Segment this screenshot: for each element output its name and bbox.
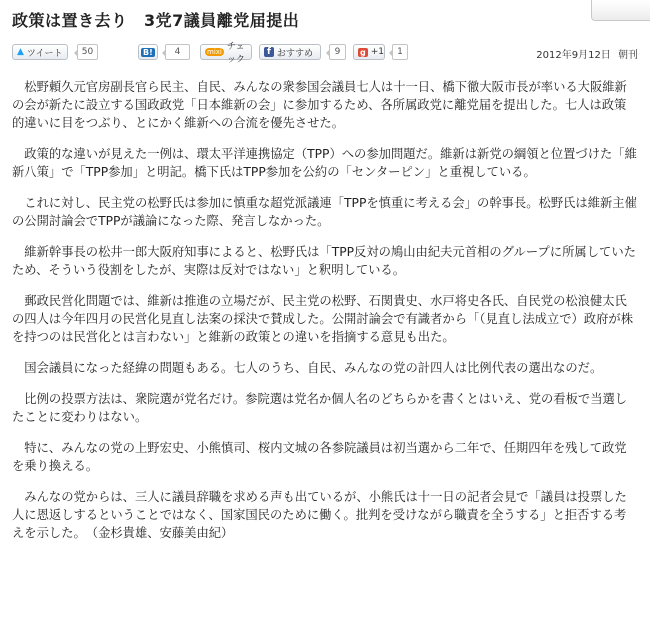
google-plus-icon: g (360, 47, 366, 57)
facebook-count: 9 (329, 44, 346, 60)
hatena-count: 4 (165, 44, 190, 60)
article-paragraph: 国会議員になった経緯の問題もある。七人のうち、自民、みんなの党の計四人は比例代表の選出なのだ。 (24, 361, 603, 375)
hatena-bookmark-button[interactable] (138, 44, 158, 60)
facebook-label: おすすめ (276, 48, 314, 59)
tweet-label: ツイート (26, 48, 63, 59)
article-date: 2012年9月12日 (536, 50, 611, 61)
article-paragraph: 維新幹事長の松井一郎大阪府知事によると、松野氏は「TPP反対の鳩山由紀夫元首相のグループに所属していたため、そういう役割をしたが、実際は反対ではない」と釈明している。 (12, 245, 636, 277)
twitter-bird-icon: ▲ (17, 47, 24, 57)
facebook-recommend-button[interactable] (259, 44, 321, 60)
google-plus-count: 1 (392, 44, 408, 60)
article-body (12, 78, 638, 555)
article-paragraph: 郵政民営化問題では、維新は推進の立場だが、民主党の松野、石関貴史、水戸将史各氏、自民党の松浪健太氏の四人は今年四月の民営化見直し法案の採決で賛成した。公開討論会で有識者から「（見直し法成立で）政府が株を持つのは民営化とは言わない」と維新の政策との違いを指摘する意見も出た。 (12, 294, 633, 344)
article-paragraph: 特に、みんなの党の上野宏史、小熊慎司、桜内文城の各参院議員は初当選から二年で、任期四年を残して政党を乗り換える。 (12, 441, 627, 473)
mixi-check-button[interactable] (200, 42, 252, 65)
corner-tab[interactable] (591, 0, 650, 21)
google-plus-label: +1 (370, 47, 385, 57)
article-edition: 朝刊 (618, 50, 638, 61)
article-paragraph: 松野頼久元官房副長官ら民主、自民、みんなの衆参国会議員七人は十一日、橋下徹大阪市長が率いる大阪維新の会が新たに設立する国政政党「日本維新の会」に参加するため、各所属政党に離党届を提出した。七人は政策的違いに目をつぶり、とにかく維新への合流を優先させた。 (12, 80, 627, 130)
tweet-count: 50 (77, 44, 98, 60)
facebook-icon: f (264, 47, 274, 57)
article-paragraph: 比例の投票方法は、衆院選が党名だけ。参院選は党名か個人名のどちらかを書くとはいえ、党の看板で当選したことに変わりはない。 (12, 392, 628, 424)
google-plus-button[interactable] (353, 44, 385, 60)
article-headline: 政策は置き去り 3党7議員離党届提出 (12, 11, 300, 30)
article-paragraph: みんなの党からは、三人に議員辞職を求める声も出ているが、小熊氏は十一日の記者会見で「議員は投票した人に恩返しするということではなく、国家国民のために働く。批判を受けながら職責を全うする」と拒否する考えを示した。 （金杉貴雄、安藤美由紀） (12, 490, 627, 540)
mixi-icon: mixi (207, 48, 222, 56)
tweet-button[interactable] (12, 44, 68, 60)
article-dateline (536, 46, 638, 61)
hatena-bookmark-icon: B! (143, 47, 153, 57)
article-paragraph: 政策的な違いが見えた一例は、環太平洋連携協定（TPP）への参加問題だ。維新は新党の綱領と位置づけた「維新八策」で「TPP参加」と明記。橋下氏はTPP参加を公約の「センターピン」と重視している。 (12, 147, 637, 179)
mixi-label: チェック (226, 42, 245, 65)
article-paragraph: これに対し、民主党の松野氏は参加に慎重な超党派議連「TPPを慎重に考える会」の幹事長。松野氏は維新主催の公開討論会でTPPが議論になった際、発言しなかった。 (12, 196, 637, 228)
share-toolbar (12, 42, 638, 65)
